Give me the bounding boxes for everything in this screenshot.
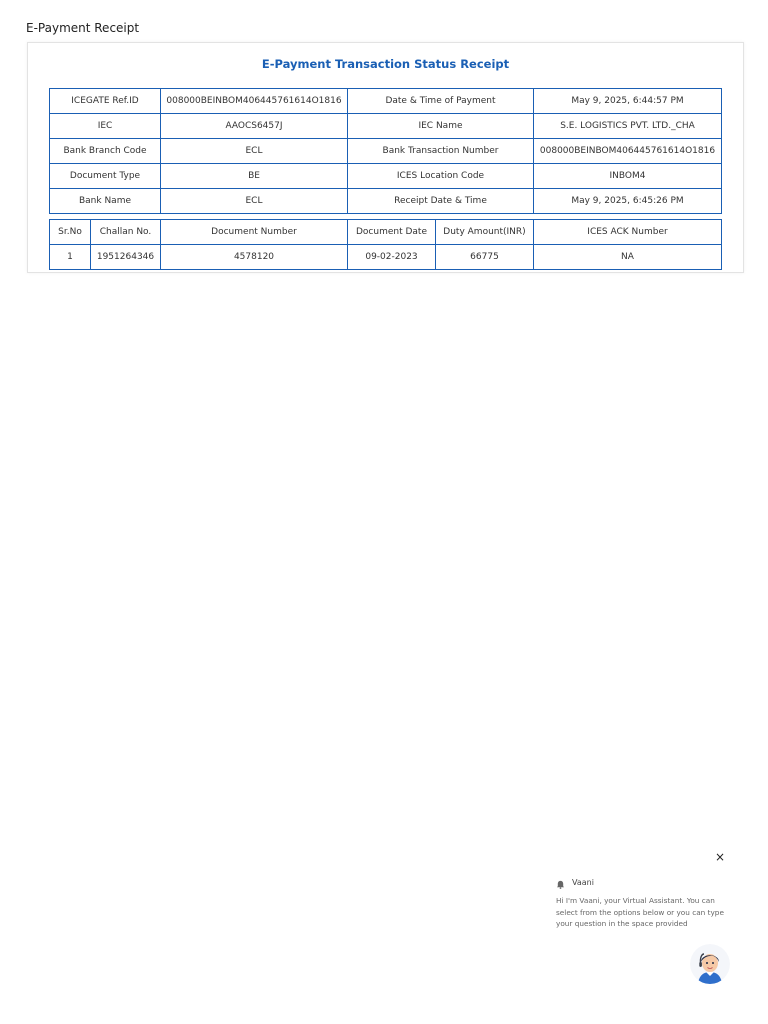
bank-branch-code-label: Bank Branch Code <box>50 139 161 164</box>
header-sr-no: Sr.No <box>50 220 91 245</box>
table-row <box>50 114 722 139</box>
chat-message: Hi I'm Vaani, your Virtual Assistant. You can select from the options below or you can type your question in the space provided <box>556 896 724 928</box>
cell-challan-no: 1951264346 <box>91 245 161 270</box>
iec-value: AAOCS6457J <box>161 114 348 139</box>
receipt-card <box>27 42 744 273</box>
bank-branch-code-value: ECL <box>161 139 348 164</box>
receipt-datetime-value: May 9, 2025, 6:45:26 PM <box>534 189 722 214</box>
table-row <box>50 189 722 214</box>
payment-datetime-label: Date & Time of Payment <box>348 89 534 114</box>
cell-duty-amount: 66775 <box>436 245 534 270</box>
table-row <box>50 245 722 270</box>
iec-label: IEC <box>50 114 161 139</box>
header-ices-ack-number: ICES ACK Number <box>534 220 722 245</box>
table-row <box>50 164 722 189</box>
icegate-ref-value: 008000BEINBOM406445761614O1816 <box>161 89 348 114</box>
document-type-label: Document Type <box>50 164 161 189</box>
chat-header <box>556 878 594 887</box>
iec-name-value: S.E. LOGISTICS PVT. LTD._CHA <box>534 114 722 139</box>
cell-sr-no: 1 <box>50 245 91 270</box>
bank-transaction-number-label: Bank Transaction Number <box>348 139 534 164</box>
receipt-datetime-label: Receipt Date & Time <box>348 189 534 214</box>
assistant-avatar-icon[interactable] <box>690 944 730 984</box>
page-title: E-Payment Receipt <box>26 21 140 35</box>
icegate-ref-label: ICEGATE Ref.ID <box>50 89 161 114</box>
header-challan-no: Challan No. <box>91 220 161 245</box>
bank-transaction-number-value: 008000BEINBOM406445761614O1816 <box>534 139 722 164</box>
payment-datetime-value: May 9, 2025, 6:44:57 PM <box>534 89 722 114</box>
header-document-number: Document Number <box>161 220 348 245</box>
challan-table <box>49 219 722 270</box>
cell-ices-ack-number: NA <box>534 245 722 270</box>
header-duty-amount: Duty Amount(INR) <box>436 220 534 245</box>
chat-assistant-name: Vaani <box>572 878 594 887</box>
document-type-value: BE <box>161 164 348 189</box>
header-document-date: Document Date <box>348 220 436 245</box>
table-header-row <box>50 220 722 245</box>
bank-name-value: ECL <box>161 189 348 214</box>
close-icon[interactable]: × <box>714 850 726 864</box>
bank-name-label: Bank Name <box>50 189 161 214</box>
ices-location-code-label: ICES Location Code <box>348 164 534 189</box>
table-row <box>50 139 722 164</box>
table-row <box>50 89 722 114</box>
ices-location-code-value: INBOM4 <box>534 164 722 189</box>
receipt-title: E-Payment Transaction Status Receipt <box>261 57 510 71</box>
bell-icon <box>556 880 565 889</box>
receipt-info-table <box>49 88 722 214</box>
cell-document-number: 4578120 <box>161 245 348 270</box>
cell-document-date: 09-02-2023 <box>348 245 436 270</box>
iec-name-label: IEC Name <box>348 114 534 139</box>
